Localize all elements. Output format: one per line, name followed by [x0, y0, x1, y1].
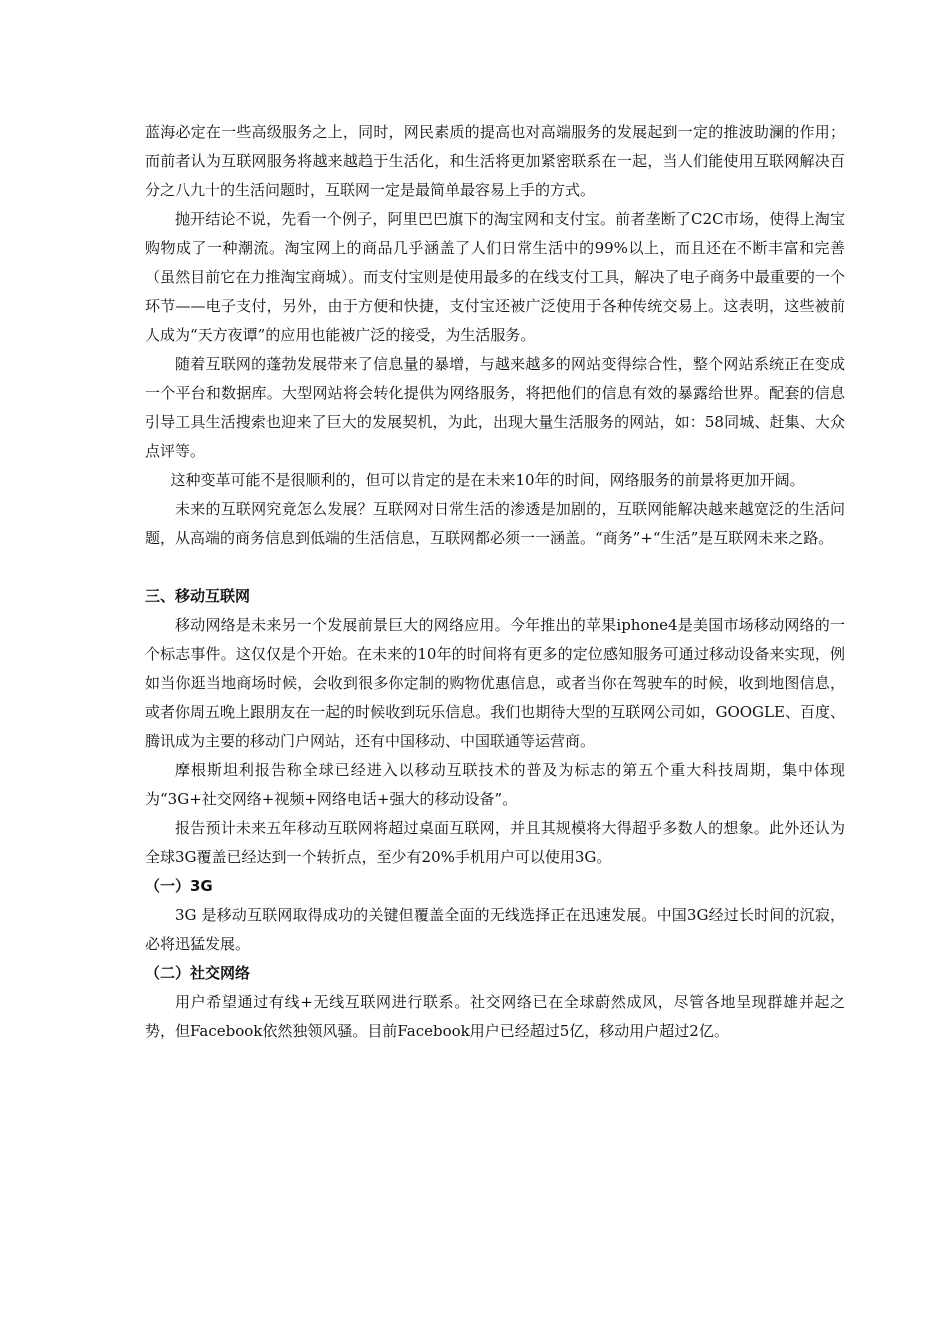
paragraph-2: 抛开结论不说，先看一个例子，阿里巴巴旗下的淘宝网和支付宝。前者垄断了C2C市场，使得上淘宝购物成了一种潮流。淘宝网上的商品几乎涵盖了人们日常生活中的99%以上，而且还在不断丰富和完善（虽然目前它在力推淘宝商城）。而支付宝则是使用最多的在线支付工具，解决了电子商务中最重要的一个环节——电子支付，另外，由于方便和快捷，支付宝还被广泛使用于各种传统交易上。这表明，这些被前人成为“天方夜谭”的应用也能被广泛的接受，为生活服务。	[145, 210, 845, 344]
section-heading-mobile-internet: 三、移动互联网	[145, 587, 251, 605]
paragraph-6: 移动网络是未来另一个发展前景巨大的网络应用。今年推出的苹果iphone4是美国市场移动网络的一个标志事件。这仅仅是个开始。在未来的10年的时间将有更多的定位感知服务可通过移动设备来实现，例如当你逛当地商场时候，会收到很多你定制的购物优惠信息，或者当你在驾驶车的时候，收到地图信息，或者你周五晚上跟朋友在一起的时候收到玩乐信息。我们也期待大型的互联网公司如，GOOGLE、百度、腾讯成为主要的移动门户网站，还有中国移动、中国联通等运营商。	[145, 616, 845, 750]
subheading-social-network: （二）社交网络	[145, 964, 251, 982]
paragraph-4: 这种变革可能不是很顺利的，但可以肯定的是在未来10年的时间，网络服务的前景将更加开阔。	[170, 471, 805, 489]
paragraph-5: 未来的互联网究竟怎么发展？互联网对日常生活的渗透是加剧的，互联网能解决越来越宽泛的生活问题，从高端的商务信息到低端的生活信息，互联网都必须一一涵盖。“商务”+“生活”是互联网未来之路。	[145, 500, 845, 547]
paragraph-1: 蓝海必定在一些高级服务之上，同时，网民素质的提高也对高端服务的发展起到一定的推波助澜的作用；而前者认为互联网服务将越来越趋于生活化，和生活将更加紧密联系在一起，当人们能使用互联网解决百分之八九十的生活问题时，互联网一定是最简单最容易上手的方式。	[145, 123, 845, 199]
subheading-3g: （一）3G	[145, 877, 213, 895]
paragraph-8: 报告预计未来五年移动互联网将超过桌面互联网，并且其规模将大得超乎多数人的想象。此外还认为全球3G覆盖已经达到一个转折点，至少有20%手机用户可以使用3G。	[145, 819, 845, 866]
paragraph-10: 用户希望通过有线+无线互联网进行联系。社交网络已在全球蔚然成风，尽管各地呈现群雄并起之势，但Facebook依然独领风骚。目前Facebook用户已经超过5亿，移动用户超过2亿。	[145, 993, 845, 1040]
section-gap	[145, 553, 845, 582]
paragraph-9: 3G 是移动互联网取得成功的关键但覆盖全面的无线选择正在迅速发展。中国3G经过长时间的沉寂，必将迅猛发展。	[145, 906, 845, 953]
document-body	[145, 118, 845, 1046]
paragraph-3: 随着互联网的蓬勃发展带来了信息量的暴增，与越来越多的网站变得综合性，整个网站系统正在变成一个平台和数据库。大型网站将会转化提供为网络服务，将把他们的信息有效的暴露给世界。配套的信息引导工具生活搜索也迎来了巨大的发展契机，为此，出现大量生活服务的网站，如：58同城、赶集、大众点评等。	[145, 355, 845, 460]
paragraph-7: 摩根斯坦利报告称全球已经进入以移动互联技术的普及为标志的第五个重大科技周期，集中体现为“3G+社交网络+视频+网络电话+强大的移动设备”。	[145, 761, 845, 808]
